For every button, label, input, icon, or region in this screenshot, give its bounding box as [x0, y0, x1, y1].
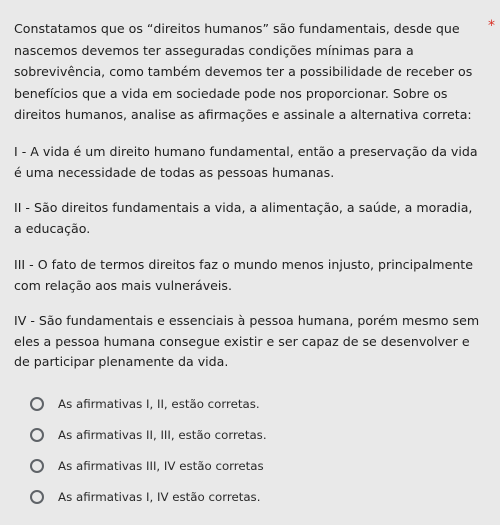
- option-1[interactable]: [30, 388, 470, 419]
- radio-button-icon[interactable]: [30, 490, 44, 504]
- option-4[interactable]: [30, 481, 470, 512]
- option-label: As afirmativas I, IV estão corretas.: [58, 489, 261, 504]
- answer-options: [30, 388, 470, 512]
- option-label: As afirmativas II, III, estão corretas.: [58, 427, 267, 442]
- radio-button-icon[interactable]: [30, 459, 44, 473]
- option-label: As afirmativas III, IV estão corretas: [58, 458, 264, 473]
- statement-2: II - São direitos fundamentais a vida, a alimentação, a saúde, a moradia, a educação.: [14, 200, 473, 236]
- radio-button-icon[interactable]: [30, 428, 44, 442]
- question-text: Constatamos que os “direitos humanos” são fundamentais, desde que nascemos devemos ter asseguradas condições mínimas para a sobrevivência, como também devemos ter a possibilidade de receber os benefícios que a vida em sociedade pode nos proporcionar. Sobre os direitos humanos, analise as afirmações e assinale a alternativa correta:: [14, 21, 473, 122]
- statement-1: I - A vida é um direito humano fundamental, então a preservação da vida é uma necessidade de todas as pessoas humanas.: [14, 144, 478, 180]
- statement-3: III - O fato de termos direitos faz o mundo menos injusto, principalmente com relação aos mais vulneráveis.: [14, 257, 473, 293]
- option-2[interactable]: [30, 419, 470, 450]
- required-marker: *: [488, 18, 495, 34]
- statement-4: IV - São fundamentais e essenciais à pessoa humana, porém mesmo sem eles a pessoa humana consegue existir e ser capaz de se desenvolver e de participar plenamente da vida.: [14, 313, 480, 369]
- option-label: As afirmativas I, II, estão corretas.: [58, 396, 260, 411]
- option-3[interactable]: [30, 450, 470, 481]
- radio-button-icon[interactable]: [30, 397, 44, 411]
